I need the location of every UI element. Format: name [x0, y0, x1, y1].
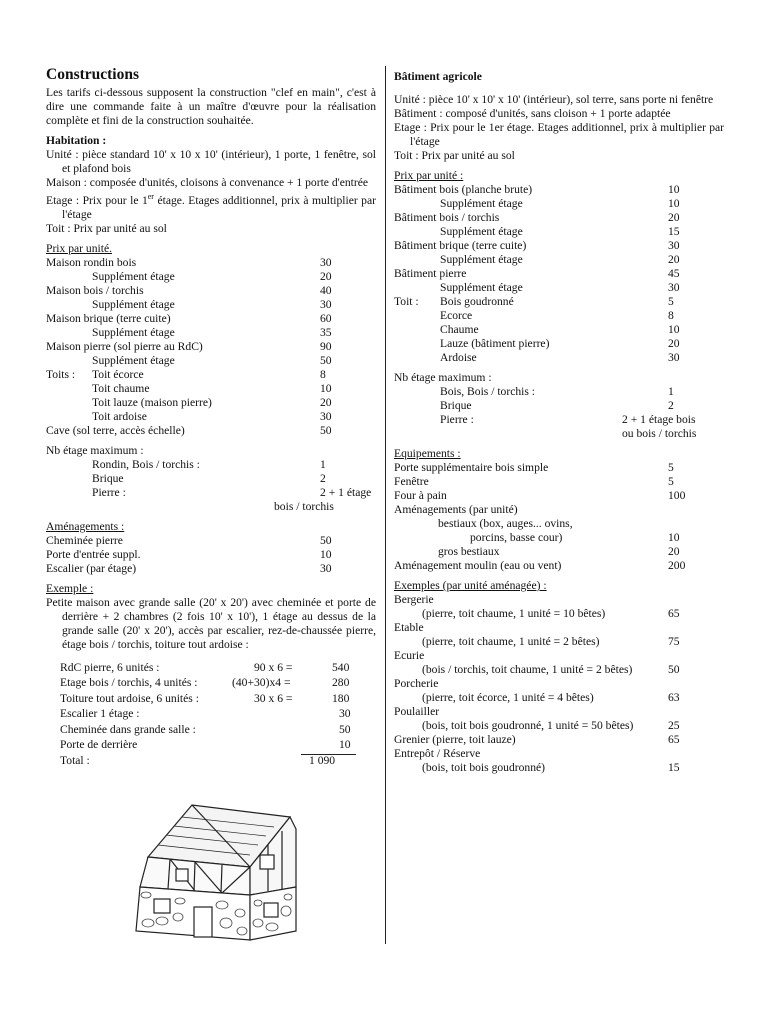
prix-row-label: Maison pierre (sol pierre au RdC)	[46, 339, 203, 353]
exemple-detail	[394, 719, 724, 733]
toit-row	[46, 410, 376, 424]
calc-value: 10	[339, 738, 351, 752]
amenagement-row-label: Porte d'entrée suppl.	[46, 547, 141, 561]
calc-value: 50	[339, 722, 351, 736]
r-prix-list	[394, 183, 724, 295]
toit-row-label: Toit lauze (maison pierre)	[92, 395, 212, 409]
r-toit-row-prefix: Toit :	[394, 295, 419, 308]
r-prix-row-label: Bâtiment brique (terre cuite)	[394, 239, 527, 252]
r-prix-row	[394, 281, 724, 295]
r-amenagement-row	[394, 545, 724, 559]
entrepot-row: Entrepôt / Réserve	[394, 747, 481, 760]
r-nb-etage-list	[394, 385, 724, 427]
amenagement-row-value: 50	[320, 533, 332, 547]
nb-etage-row-label: Rondin, Bois / torchis :	[92, 457, 200, 471]
r-prix-row-value: 10	[668, 197, 680, 210]
r-toit-row	[394, 309, 724, 323]
prix-row-label: Maison brique (terre cuite)	[46, 311, 171, 325]
r-nb-etage-row-value: 2	[668, 399, 674, 412]
exemple-detail-label: (bois / torchis, toit chaume, 1 unité = 2 bêtes)	[422, 663, 633, 676]
exemple-calc-table	[46, 661, 376, 754]
amenagement-row	[46, 548, 376, 562]
prix-list	[46, 256, 376, 368]
intro-paragraph: Les tarifs ci-dessous supposent la construction "clef en main", c'est à dire une commande faite à un maître d'œuvre pour la réalisation complète et fini de la construction souhaitée.	[46, 86, 376, 127]
exemple-name-label: Bergerie	[394, 593, 434, 606]
equipement-row-value: 5	[668, 461, 674, 474]
calc-value: 180	[332, 691, 350, 705]
nb-etage-row-label: Brique	[92, 471, 124, 485]
amenagement-row-value: 30	[320, 561, 332, 575]
r-nb-etage-row	[394, 413, 724, 427]
toit-row-label: Toit chaume	[92, 381, 150, 395]
prix-row-value: 40	[320, 283, 332, 297]
r-amenagement-row	[394, 517, 724, 531]
calc-value: 280	[332, 676, 350, 690]
prix-row-value: 30	[320, 255, 332, 269]
r-nb-etage-row-label: Bois, Bois / torchis :	[440, 385, 536, 398]
exemple-detail-label: (bois, toit bois goudronné, 1 unité = 50 bêtes)	[422, 719, 634, 732]
prix-row-label: Supplément étage	[92, 269, 175, 283]
calc-label: Toiture tout ardoise, 6 unités :	[60, 691, 199, 705]
equipement-row-value: 5	[668, 475, 674, 488]
r-prix-row-value: 30	[668, 239, 680, 252]
toit-row-value: 20	[320, 395, 332, 409]
amenagement-row-label: Cheminée pierre	[46, 533, 123, 547]
calc-label: RdC pierre, 6 unités :	[60, 660, 160, 674]
prix-row	[46, 326, 376, 340]
r-prix-row-label: Supplément étage	[440, 225, 523, 238]
exemple-heading: Exemple :	[46, 581, 94, 595]
nb-etage-row-label: Pierre :	[92, 485, 126, 499]
r-nb-etage-row-value: 1	[668, 385, 674, 398]
grenier-row: Grenier (pierre, toit lauze) 65	[394, 733, 680, 746]
total-row: Total : 1 090	[60, 753, 336, 767]
exemple-name-label: Porcherie	[394, 677, 439, 690]
nb-etage-row	[46, 458, 376, 472]
right-column	[394, 70, 724, 775]
toit-row	[46, 368, 376, 382]
r-prix-row-value: 20	[668, 253, 680, 266]
r-toit-row-value: 20	[668, 337, 680, 350]
r-amenagements-label: Aménagements (par unité)	[394, 503, 518, 516]
nb-etage-list	[46, 458, 376, 500]
etage-text: Etage : Prix pour le 1er étage. Etages additionnel, prix à multiplier par l'étage	[46, 192, 376, 221]
r-prix-row-value: 45	[668, 267, 680, 280]
prix-heading: Prix par unité.	[46, 241, 113, 255]
calc-row	[46, 676, 376, 692]
r-amenagement-row-label: bestiaux (box, auges... ovins,	[438, 517, 573, 530]
nb-etage-row-value: 2	[320, 471, 326, 485]
r-toit-row-value: 10	[668, 323, 680, 336]
r-toit-row-value: 5	[668, 295, 674, 308]
r-batiment-text: Bâtiment : composé d'unités, sans cloison + 1 porte adaptée	[394, 107, 671, 120]
calc-value: 30	[339, 707, 351, 721]
exemple-name	[394, 621, 724, 635]
exemple-text: Petite maison avec grande salle (20' x 20') avec cheminée et porte de derrière + 2 chambres (2 fois 10' x 10'), 1 étage au dessus de la grande salle (20' x 20'), accès par escalier, rez-de-chaussée pierre, étage bois / torchis, toiture tout ardoise :	[46, 595, 376, 651]
equipement-row-label: Four à pain	[394, 489, 447, 502]
exemple-detail-value: 75	[668, 635, 680, 648]
r-nb-etage-row-label: Brique	[440, 399, 472, 412]
calc-formula: 30 x 6 =	[254, 691, 293, 705]
batiment-heading: Bâtiment agricole	[394, 70, 482, 83]
calc-label: Porte de derrière	[60, 738, 138, 752]
prix-row	[46, 298, 376, 312]
calc-row	[46, 723, 376, 739]
nb-etage-row	[46, 486, 376, 500]
r-prix-row	[394, 267, 724, 281]
habitation-heading: Habitation :	[46, 134, 107, 147]
r-prix-row-value: 10	[668, 183, 680, 196]
calc-value: 540	[332, 660, 350, 674]
r-prix-row-label: Supplément étage	[440, 281, 523, 294]
r-nb-etage-heading: Nb étage maximum :	[394, 371, 492, 384]
column-divider	[385, 66, 386, 944]
calc-row	[46, 738, 376, 754]
r-prix-row-label: Supplément étage	[440, 253, 523, 266]
prix-row	[46, 354, 376, 368]
r-amenagement-row-label: porcins, basse cour)	[470, 531, 563, 544]
r-toit-row-label: Ecorce	[440, 309, 473, 322]
exemple-name	[394, 593, 724, 607]
exemple-name	[394, 677, 724, 691]
toit-row-value: 8	[320, 367, 326, 381]
prix-row-value: 50	[320, 353, 332, 367]
r-toit-row-value: 8	[668, 309, 674, 322]
maison-text: Maison : composée d'unités, cloisons à convenance + 1 porte d'entrée	[46, 176, 369, 189]
exemples-list	[394, 593, 724, 733]
r-amenagement-row-label: gros bestiaux	[438, 545, 500, 558]
toit-row	[46, 396, 376, 410]
calc-label: Cheminée dans grande salle :	[60, 722, 196, 736]
exemple-detail-label: (pierre, toit écorce, 1 unité = 4 bêtes)	[422, 691, 594, 704]
exemple-detail-value: 50	[668, 663, 680, 676]
r-toit-row-label: Ardoise	[440, 351, 477, 364]
r-amenagements-list	[394, 517, 724, 559]
r-nb-etage-row-value: 2 + 1 étage bois	[622, 413, 696, 426]
amenagement-row	[46, 562, 376, 576]
r-toit-row	[394, 295, 724, 309]
amenagements-heading: Aménagements :	[46, 519, 125, 533]
exemple-detail-label: (pierre, toit chaume, 1 unité = 2 bêtes)	[422, 635, 600, 648]
r-toit-row-value: 30	[668, 351, 680, 364]
r-toit-row	[394, 323, 724, 337]
exemple-detail-label: (pierre, toit chaume, 1 unité = 10 bêtes)	[422, 607, 606, 620]
r-prix-row-label: Bâtiment bois / torchis	[394, 211, 500, 224]
r-prix-row-value: 20	[668, 211, 680, 224]
r-toit-list	[394, 295, 724, 365]
unite-text: Unité : pièce standard 10' x 10 x 10' (intérieur), 1 porte, 1 fenêtre, sol et plafond bois	[46, 148, 376, 175]
prix-row-label: Supplément étage	[92, 297, 175, 311]
prix-row-value: 35	[320, 325, 332, 339]
toit-row-prefix: Toits :	[46, 367, 76, 381]
r-prix-row-label: Bâtiment bois (planche brute)	[394, 183, 533, 196]
exemple-name-label: Etable	[394, 621, 424, 634]
equipement-row	[394, 489, 724, 503]
exemple-detail	[394, 635, 724, 649]
exemple-detail	[394, 663, 724, 677]
toit-row-value: 10	[320, 381, 332, 395]
left-column	[46, 66, 376, 769]
toit-row-label: Toit ardoise	[92, 409, 147, 423]
nb-etage-row-value: 2 + 1 étage	[320, 485, 372, 499]
r-prix-row	[394, 225, 724, 239]
equipement-row	[394, 475, 724, 489]
r-toit-text: Toit : Prix par unité au sol	[394, 149, 515, 162]
exemple-detail-value: 63	[668, 691, 680, 704]
nb-etage-row	[46, 472, 376, 486]
calc-label: Escalier 1 étage :	[60, 707, 140, 721]
equipement-row	[394, 461, 724, 475]
amenagement-row-value: 10	[320, 547, 332, 561]
toit-row-label: Toit écorce	[92, 367, 144, 381]
prix-row	[46, 284, 376, 298]
prix-row-value: 60	[320, 311, 332, 325]
r-toit-row-label: Bois goudronné	[440, 295, 514, 308]
equipement-row-value: 100	[668, 489, 686, 502]
exemple-name	[394, 705, 724, 719]
prix-row-label: Maison rondin bois	[46, 255, 137, 269]
toit-row-value: 30	[320, 409, 332, 423]
calc-row	[46, 661, 376, 677]
r-prix-row-label: Supplément étage	[440, 197, 523, 210]
calc-row	[46, 692, 376, 708]
amenagement-row-label: Escalier (par étage)	[46, 561, 137, 575]
r-prix-row	[394, 197, 724, 211]
exemple-detail	[394, 607, 724, 621]
amenagements-list	[46, 534, 376, 576]
r-prix-row	[394, 253, 724, 267]
r-prix-heading: Prix par unité :	[394, 169, 464, 182]
r-prix-row	[394, 183, 724, 197]
house-illustration	[100, 795, 300, 945]
exemple-detail-value: 65	[668, 607, 680, 620]
moulin-row: Aménagement moulin (eau ou vent) 200	[394, 559, 686, 572]
r-prix-row	[394, 211, 724, 225]
r-toit-row	[394, 337, 724, 351]
prix-row	[46, 256, 376, 270]
prix-row-value: 90	[320, 339, 332, 353]
exemple-name-label: Ecurie	[394, 649, 425, 662]
prix-row-value: 30	[320, 297, 332, 311]
r-toit-row-label: Chaume	[440, 323, 479, 336]
page-title: Constructions	[46, 66, 140, 83]
nb-etage-heading: Nb étage maximum :	[46, 443, 144, 457]
equipements-heading: Equipements :	[394, 447, 461, 460]
nb-etage-row-value: 1	[320, 457, 326, 471]
r-prix-row-value: 15	[668, 225, 680, 238]
r-amenagement-row-value: 20	[668, 545, 680, 558]
r-amenagement-row-value: 10	[668, 531, 680, 544]
toit-text: Toit : Prix par unité au sol	[46, 221, 167, 235]
toit-row	[46, 382, 376, 396]
exemple-detail	[394, 691, 724, 705]
exemple-name	[394, 649, 724, 663]
exemples-heading: Exemples (par unité aménagée) :	[394, 579, 547, 592]
nb-pierre-line2: bois / torchis	[274, 499, 334, 513]
prix-row-label: Supplément étage	[92, 325, 175, 339]
r-nb-etage-row-label: Pierre :	[440, 413, 474, 426]
prix-row-value: 20	[320, 269, 332, 283]
exemple-name-label: Poulailler	[394, 705, 440, 718]
r-nb-etage-row	[394, 399, 724, 413]
amenagement-row	[46, 534, 376, 548]
r-etage-text: Etage : Prix pour le 1er étage. Etages additionnel, prix à multiplier par l'étage	[394, 121, 724, 148]
r-amenagement-row	[394, 531, 724, 545]
calc-formula: (40+30)x4 =	[232, 676, 291, 690]
r-prix-row-label: Bâtiment pierre	[394, 267, 467, 280]
cave-row: Cave (sol terre, accès échelle) 50	[46, 423, 332, 437]
calc-label: Etage bois / torchis, 4 unités :	[60, 676, 198, 690]
equipement-row-label: Fenêtre	[394, 475, 429, 488]
prix-row-label: Supplément étage	[92, 353, 175, 367]
r-toit-row	[394, 351, 724, 365]
r-nb-pierre-line2: ou bois / torchis	[622, 427, 697, 440]
toits-list	[46, 368, 376, 424]
exemple-detail-value: 25	[668, 719, 680, 732]
r-nb-etage-row	[394, 385, 724, 399]
prix-row	[46, 312, 376, 326]
prix-row	[46, 270, 376, 284]
prix-row	[46, 340, 376, 354]
entrepot-detail-row: (bois, toit bois goudronné) 15	[422, 761, 680, 774]
r-prix-row-value: 30	[668, 281, 680, 294]
prix-row-label: Maison bois / torchis	[46, 283, 144, 297]
equipements-list	[394, 461, 724, 503]
r-prix-row	[394, 239, 724, 253]
equipement-row-label: Porte supplémentaire bois simple	[394, 461, 549, 474]
calc-formula: 90 x 6 =	[254, 660, 293, 674]
r-unite-text: Unité : pièce 10' x 10' x 10' (intérieur), sol terre, sans porte ni fenêtre	[394, 93, 714, 106]
calc-row	[46, 707, 376, 723]
r-toit-row-label: Lauze (bâtiment pierre)	[440, 337, 550, 350]
